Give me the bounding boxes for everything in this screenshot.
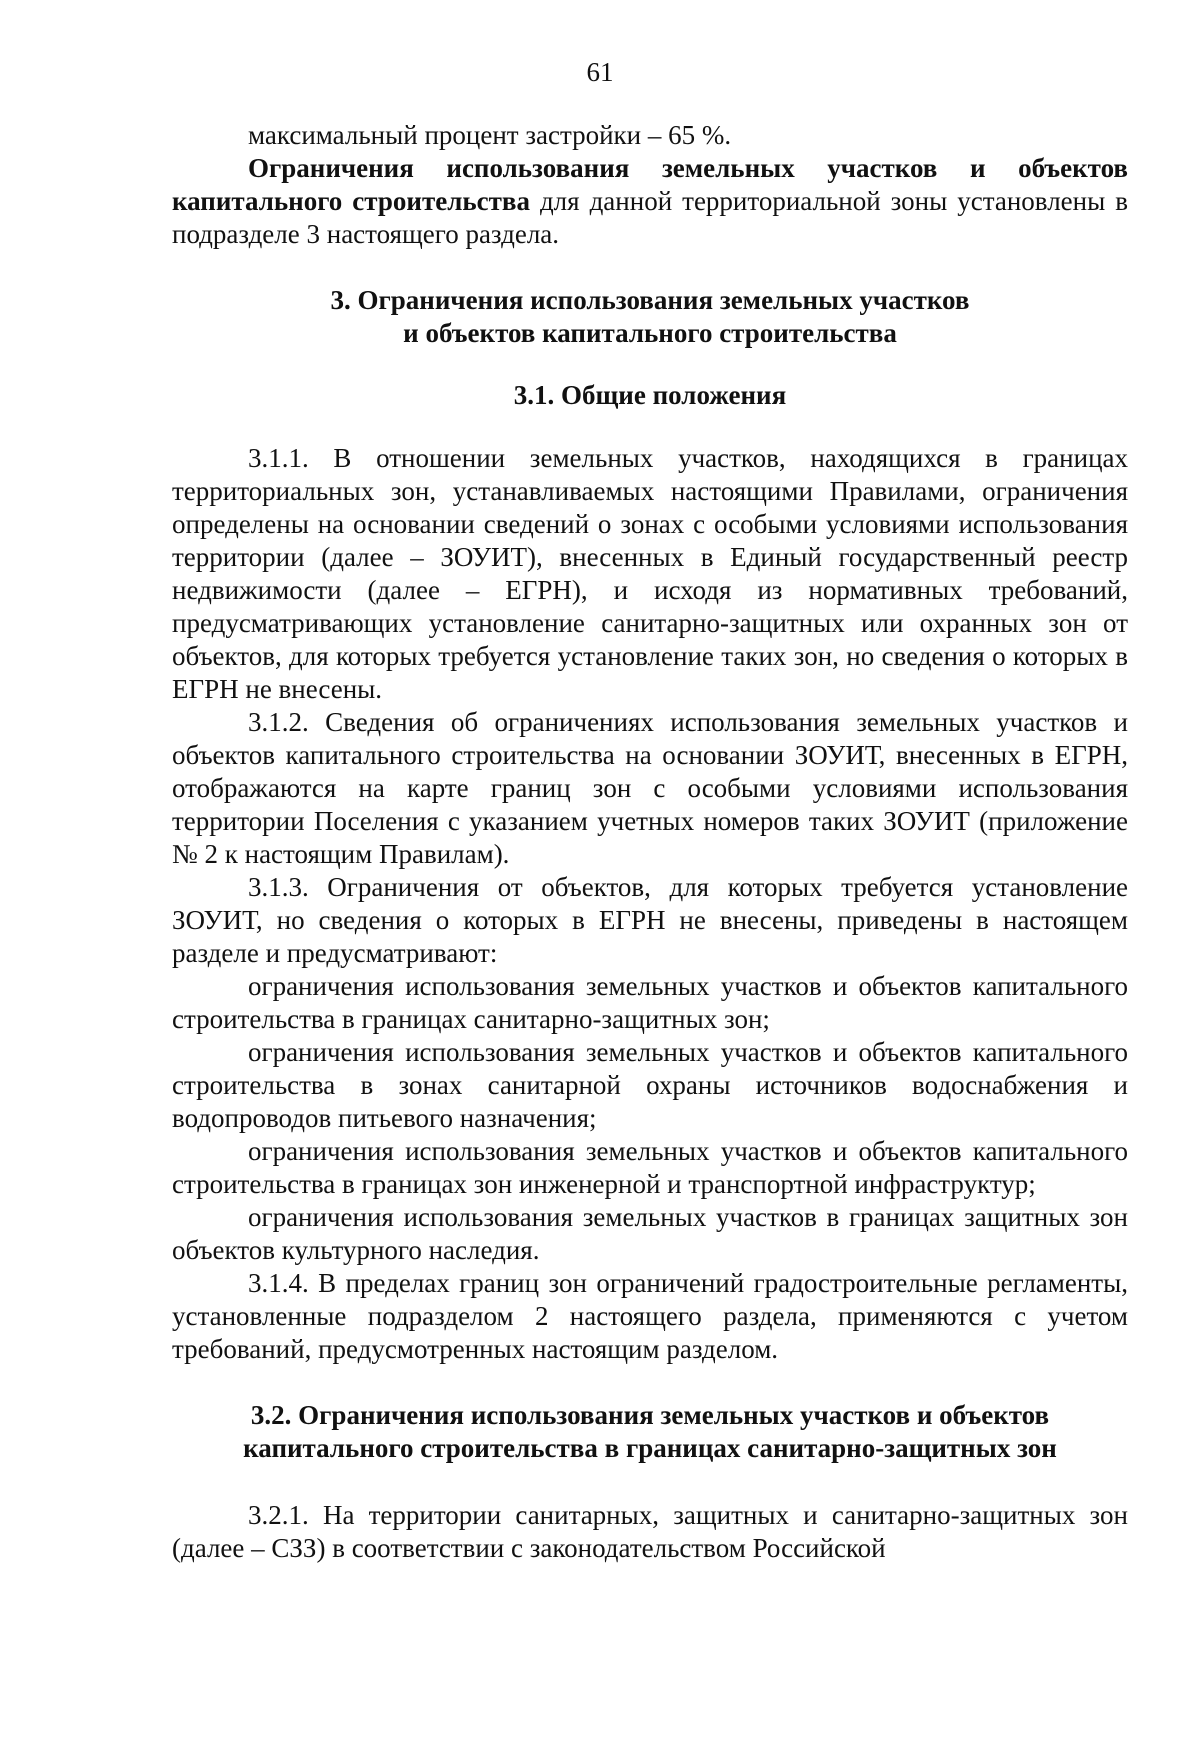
section-3-heading [172,284,1128,350]
subsection-3-1-heading: 3.1. Общие положения [513,380,787,410]
paragraph-3-1-2: 3.1.2. Сведения об ограничениях использования земельных участков и объектов капитального строительства на основании ЗОУИТ, внесенных в ЕГРН, отображаются на карте границ зон с особыми условиями использования территории Поселения с указанием учетных номеров таких ЗОУИТ (приложение № 2 к настоящим Правилам). [172,707,1128,869]
subsection-3-2-heading-line1: 3.2. Ограничения использования земельных участков и объектов [250,1400,1050,1430]
paragraph-3-2-1: 3.2.1. На территории санитарных, защитных и санитарно-защитных зон (далее – СЗЗ) в соответствии с законодательством Российской [172,1500,1128,1563]
paragraph-3-1-4: 3.1.4. В пределах границ зон ограничений градостроительные регламенты, установленные подразделом 2 настоящего раздела, применяются с учетом требований, предусмотренных настоящим разделом. [172,1268,1128,1364]
list-item: ограничения использования земельных участков и объектов капитального строительства в зонах санитарной охраны источников водоснабжения и водопроводов питьевого назначения; [172,1037,1128,1133]
restrictions-reference-text: для данной территориальной зоны установлены в подразделе 3 настоящего раздела. [172,186,1128,249]
paragraph-max-build-percent: максимальный процент застройки – 65 %. [248,120,732,150]
list-item: ограничения использования земельных участков и объектов капитального строительства в границах зон инженерной и транспортной инфраструктур; [172,1136,1128,1199]
list-item: ограничения использования земельных участков и объектов капитального строительства в границах санитарно-защитных зон; [172,971,1128,1034]
list-item: ограничения использования земельных участков в границах защитных зон объектов культурного наследия. [172,1202,1128,1265]
paragraph-3-1-3: 3.1.3. Ограничения от объектов, для которых требуется установление ЗОУИТ, но сведения о которых в ЕГРН не внесены, приведены в настоящем разделе и предусматривают: [172,872,1128,968]
section-3-heading-line1: 3. Ограничения использования земельных участков [330,285,970,315]
paragraph-3-1-1: 3.1.1. В отношении земельных участков, находящихся в границах территориальных зон, устанавливаемых настоящими Правилами, ограничения определены на основании сведений о зонах с особыми условиями использования территории (далее – ЗОУИТ), внесенных в Единый государственный реестр недвижимости (далее – ЕГРН), и исходя из нормативных требований, предусматривающих установление санитарно-защитных или охранных зон от объектов, для которых требуется установление таких зон, но сведения о которых в ЕГРН не внесены. [172,443,1128,704]
subsection-3-2-heading [172,1399,1128,1465]
paragraph-restrictions-reference [172,152,1128,251]
page-number: 61 [586,57,614,87]
restrictions-bold-term: Ограничения использования земельных участков и объектов капитального строительства [172,153,1128,216]
subsection-3-2-heading-line2: капитального строительства в границах санитарно-защитных зон [243,1433,1057,1463]
section-3-heading-line2: и объектов капитального строительства [403,318,897,348]
page-content [172,119,1128,1565]
